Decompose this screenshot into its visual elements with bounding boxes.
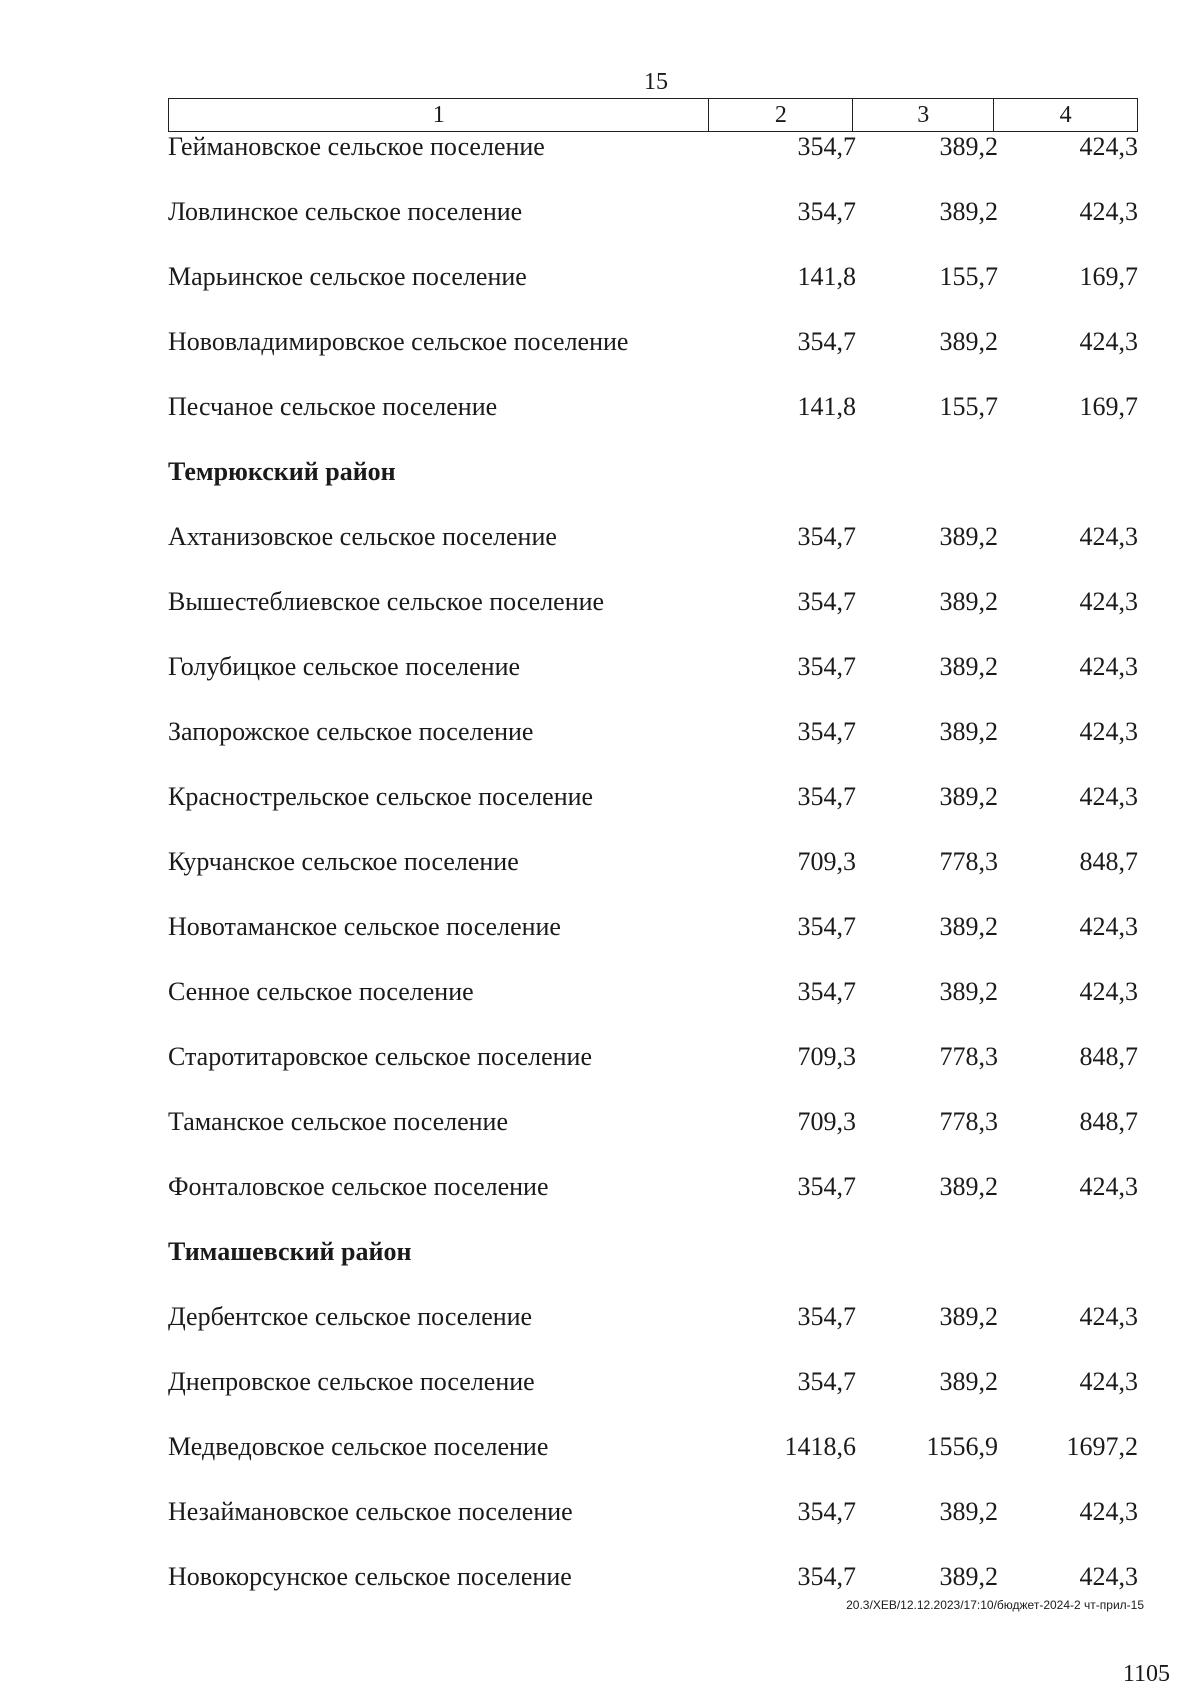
value-col-2: 141,8 <box>797 262 856 291</box>
value-col-2: 354,7 <box>797 912 856 941</box>
column-header-4: 4 <box>994 99 1138 132</box>
value-col-4: 424,3 <box>1079 782 1138 811</box>
value-col-4: 424,3 <box>1079 652 1138 681</box>
value-col-2: 354,7 <box>797 717 856 746</box>
column-header-2: 2 <box>709 99 853 132</box>
value-col-4: 424,3 <box>1079 132 1138 161</box>
value-col-3: 389,2 <box>939 327 998 356</box>
table-row <box>0 1302 1200 1367</box>
value-col-3: 389,2 <box>939 522 998 551</box>
table-row <box>0 392 1200 457</box>
value-col-4: 848,7 <box>1079 1042 1138 1071</box>
value-col-3: 389,2 <box>939 1562 998 1591</box>
sheet-number: 1105 <box>1122 1661 1170 1687</box>
value-col-4: 848,7 <box>1079 847 1138 876</box>
district-name: Тимашевский район <box>168 1237 412 1266</box>
value-col-2: 354,7 <box>797 132 856 161</box>
value-col-2: 354,7 <box>797 197 856 226</box>
table-row <box>0 262 1200 327</box>
value-col-2: 354,7 <box>797 977 856 1006</box>
value-col-3: 389,2 <box>939 977 998 1006</box>
settlement-name: Фонталовское сельское поселение <box>168 1172 549 1201</box>
value-col-3: 389,2 <box>939 1172 998 1201</box>
table-row <box>0 132 1200 197</box>
table-row <box>0 197 1200 262</box>
value-col-4: 424,3 <box>1079 587 1138 616</box>
column-header-3: 3 <box>853 99 994 132</box>
value-col-2: 354,7 <box>797 1497 856 1526</box>
value-col-4: 424,3 <box>1079 1497 1138 1526</box>
table-header <box>168 98 1138 132</box>
value-col-4: 424,3 <box>1079 1367 1138 1396</box>
settlement-name: Запорожское сельское поселение <box>168 717 534 746</box>
table-row <box>0 977 1200 1042</box>
settlement-name: Голубицкое сельское поселение <box>168 652 521 681</box>
value-col-3: 389,2 <box>939 1367 998 1396</box>
document-code: 20.3/XEB/12.12.2023/17:10/бюджет-2024-2 чт-прил-15 <box>846 1598 1144 1612</box>
value-col-2: 709,3 <box>797 1107 856 1136</box>
value-col-3: 389,2 <box>939 587 998 616</box>
value-col-4: 424,3 <box>1079 327 1138 356</box>
value-col-4: 424,3 <box>1079 522 1138 551</box>
page-number: 15 <box>644 69 668 95</box>
value-col-2: 709,3 <box>797 1042 856 1071</box>
value-col-4: 424,3 <box>1079 717 1138 746</box>
table-row <box>0 847 1200 912</box>
table-row <box>0 1432 1200 1497</box>
value-col-4: 424,3 <box>1079 1172 1138 1201</box>
table-row <box>0 1042 1200 1107</box>
table-row <box>0 912 1200 977</box>
value-col-4: 424,3 <box>1079 912 1138 941</box>
settlement-name: Геймановское сельское поселение <box>168 132 545 161</box>
value-col-2: 354,7 <box>797 1172 856 1201</box>
settlement-name: Ловлинское сельское поселение <box>168 197 523 226</box>
district-name: Темрюкский район <box>168 457 396 486</box>
value-col-3: 389,2 <box>939 1497 998 1526</box>
value-col-2: 354,7 <box>797 587 856 616</box>
value-col-2: 354,7 <box>797 327 856 356</box>
table-row <box>0 587 1200 652</box>
value-col-2: 354,7 <box>797 522 856 551</box>
table-row <box>0 782 1200 847</box>
value-col-3: 389,2 <box>939 1302 998 1331</box>
settlement-name: Ахтанизовское сельское поселение <box>168 522 557 551</box>
value-col-2: 354,7 <box>797 782 856 811</box>
value-col-3: 389,2 <box>939 132 998 161</box>
settlement-name: Краснострельское сельское поселение <box>168 782 594 811</box>
settlement-name: Марьинское сельское поселение <box>168 262 527 291</box>
value-col-4: 424,3 <box>1079 977 1138 1006</box>
settlement-name: Дербентское сельское поселение <box>168 1302 533 1331</box>
value-col-3: 778,3 <box>939 1107 998 1136</box>
settlement-name: Вышестеблиевское сельское поселение <box>168 587 605 616</box>
value-col-3: 155,7 <box>939 262 998 291</box>
table-row <box>0 1172 1200 1237</box>
section-heading-row <box>0 457 1200 522</box>
settlement-name: Медведовское сельское поселение <box>168 1432 549 1461</box>
value-col-4: 424,3 <box>1079 197 1138 226</box>
settlement-name: Незаймановское сельское поселение <box>168 1497 573 1526</box>
value-col-3: 389,2 <box>939 197 998 226</box>
value-col-2: 141,8 <box>797 392 856 421</box>
table-row <box>0 522 1200 587</box>
settlement-name: Песчаное сельское поселение <box>168 392 498 421</box>
value-col-4: 424,3 <box>1079 1302 1138 1331</box>
table-row <box>0 1367 1200 1432</box>
value-col-2: 1418,6 <box>784 1432 856 1461</box>
section-heading-row <box>0 1237 1200 1302</box>
table-row <box>0 1107 1200 1172</box>
table-body <box>0 132 1200 1627</box>
table-row <box>0 652 1200 717</box>
settlement-name: Таманское сельское поселение <box>168 1107 508 1136</box>
value-col-4: 169,7 <box>1079 392 1138 421</box>
value-col-2: 354,7 <box>797 1367 856 1396</box>
value-col-2: 709,3 <box>797 847 856 876</box>
settlement-name: Новокорсунское сельское поселение <box>168 1562 572 1591</box>
value-col-2: 354,7 <box>797 652 856 681</box>
value-col-3: 389,2 <box>939 912 998 941</box>
settlement-name: Нововладимировское сельское поселение <box>168 327 629 356</box>
value-col-3: 389,2 <box>939 717 998 746</box>
settlement-name: Курчанское сельское поселение <box>168 847 519 876</box>
value-col-4: 424,3 <box>1079 1562 1138 1591</box>
settlement-name: Днепровское сельское поселение <box>168 1367 535 1396</box>
value-col-3: 778,3 <box>939 1042 998 1071</box>
value-col-4: 848,7 <box>1079 1107 1138 1136</box>
value-col-2: 354,7 <box>797 1302 856 1331</box>
value-col-3: 389,2 <box>939 652 998 681</box>
table-row <box>0 717 1200 782</box>
value-col-3: 778,3 <box>939 847 998 876</box>
value-col-3: 155,7 <box>939 392 998 421</box>
value-col-4: 169,7 <box>1079 262 1138 291</box>
value-col-3: 389,2 <box>939 782 998 811</box>
column-header-1: 1 <box>169 99 709 132</box>
value-col-4: 1697,2 <box>1066 1432 1138 1461</box>
value-col-3: 1556,9 <box>926 1432 998 1461</box>
table-row <box>0 1497 1200 1562</box>
table-row <box>0 1562 1200 1627</box>
settlement-name: Старотитаровское сельское поселение <box>168 1042 592 1071</box>
value-col-2: 354,7 <box>797 1562 856 1591</box>
settlement-name: Сенное сельское поселение <box>168 977 474 1006</box>
settlement-name: Новотаманское сельское поселение <box>168 912 561 941</box>
table-row <box>0 327 1200 392</box>
